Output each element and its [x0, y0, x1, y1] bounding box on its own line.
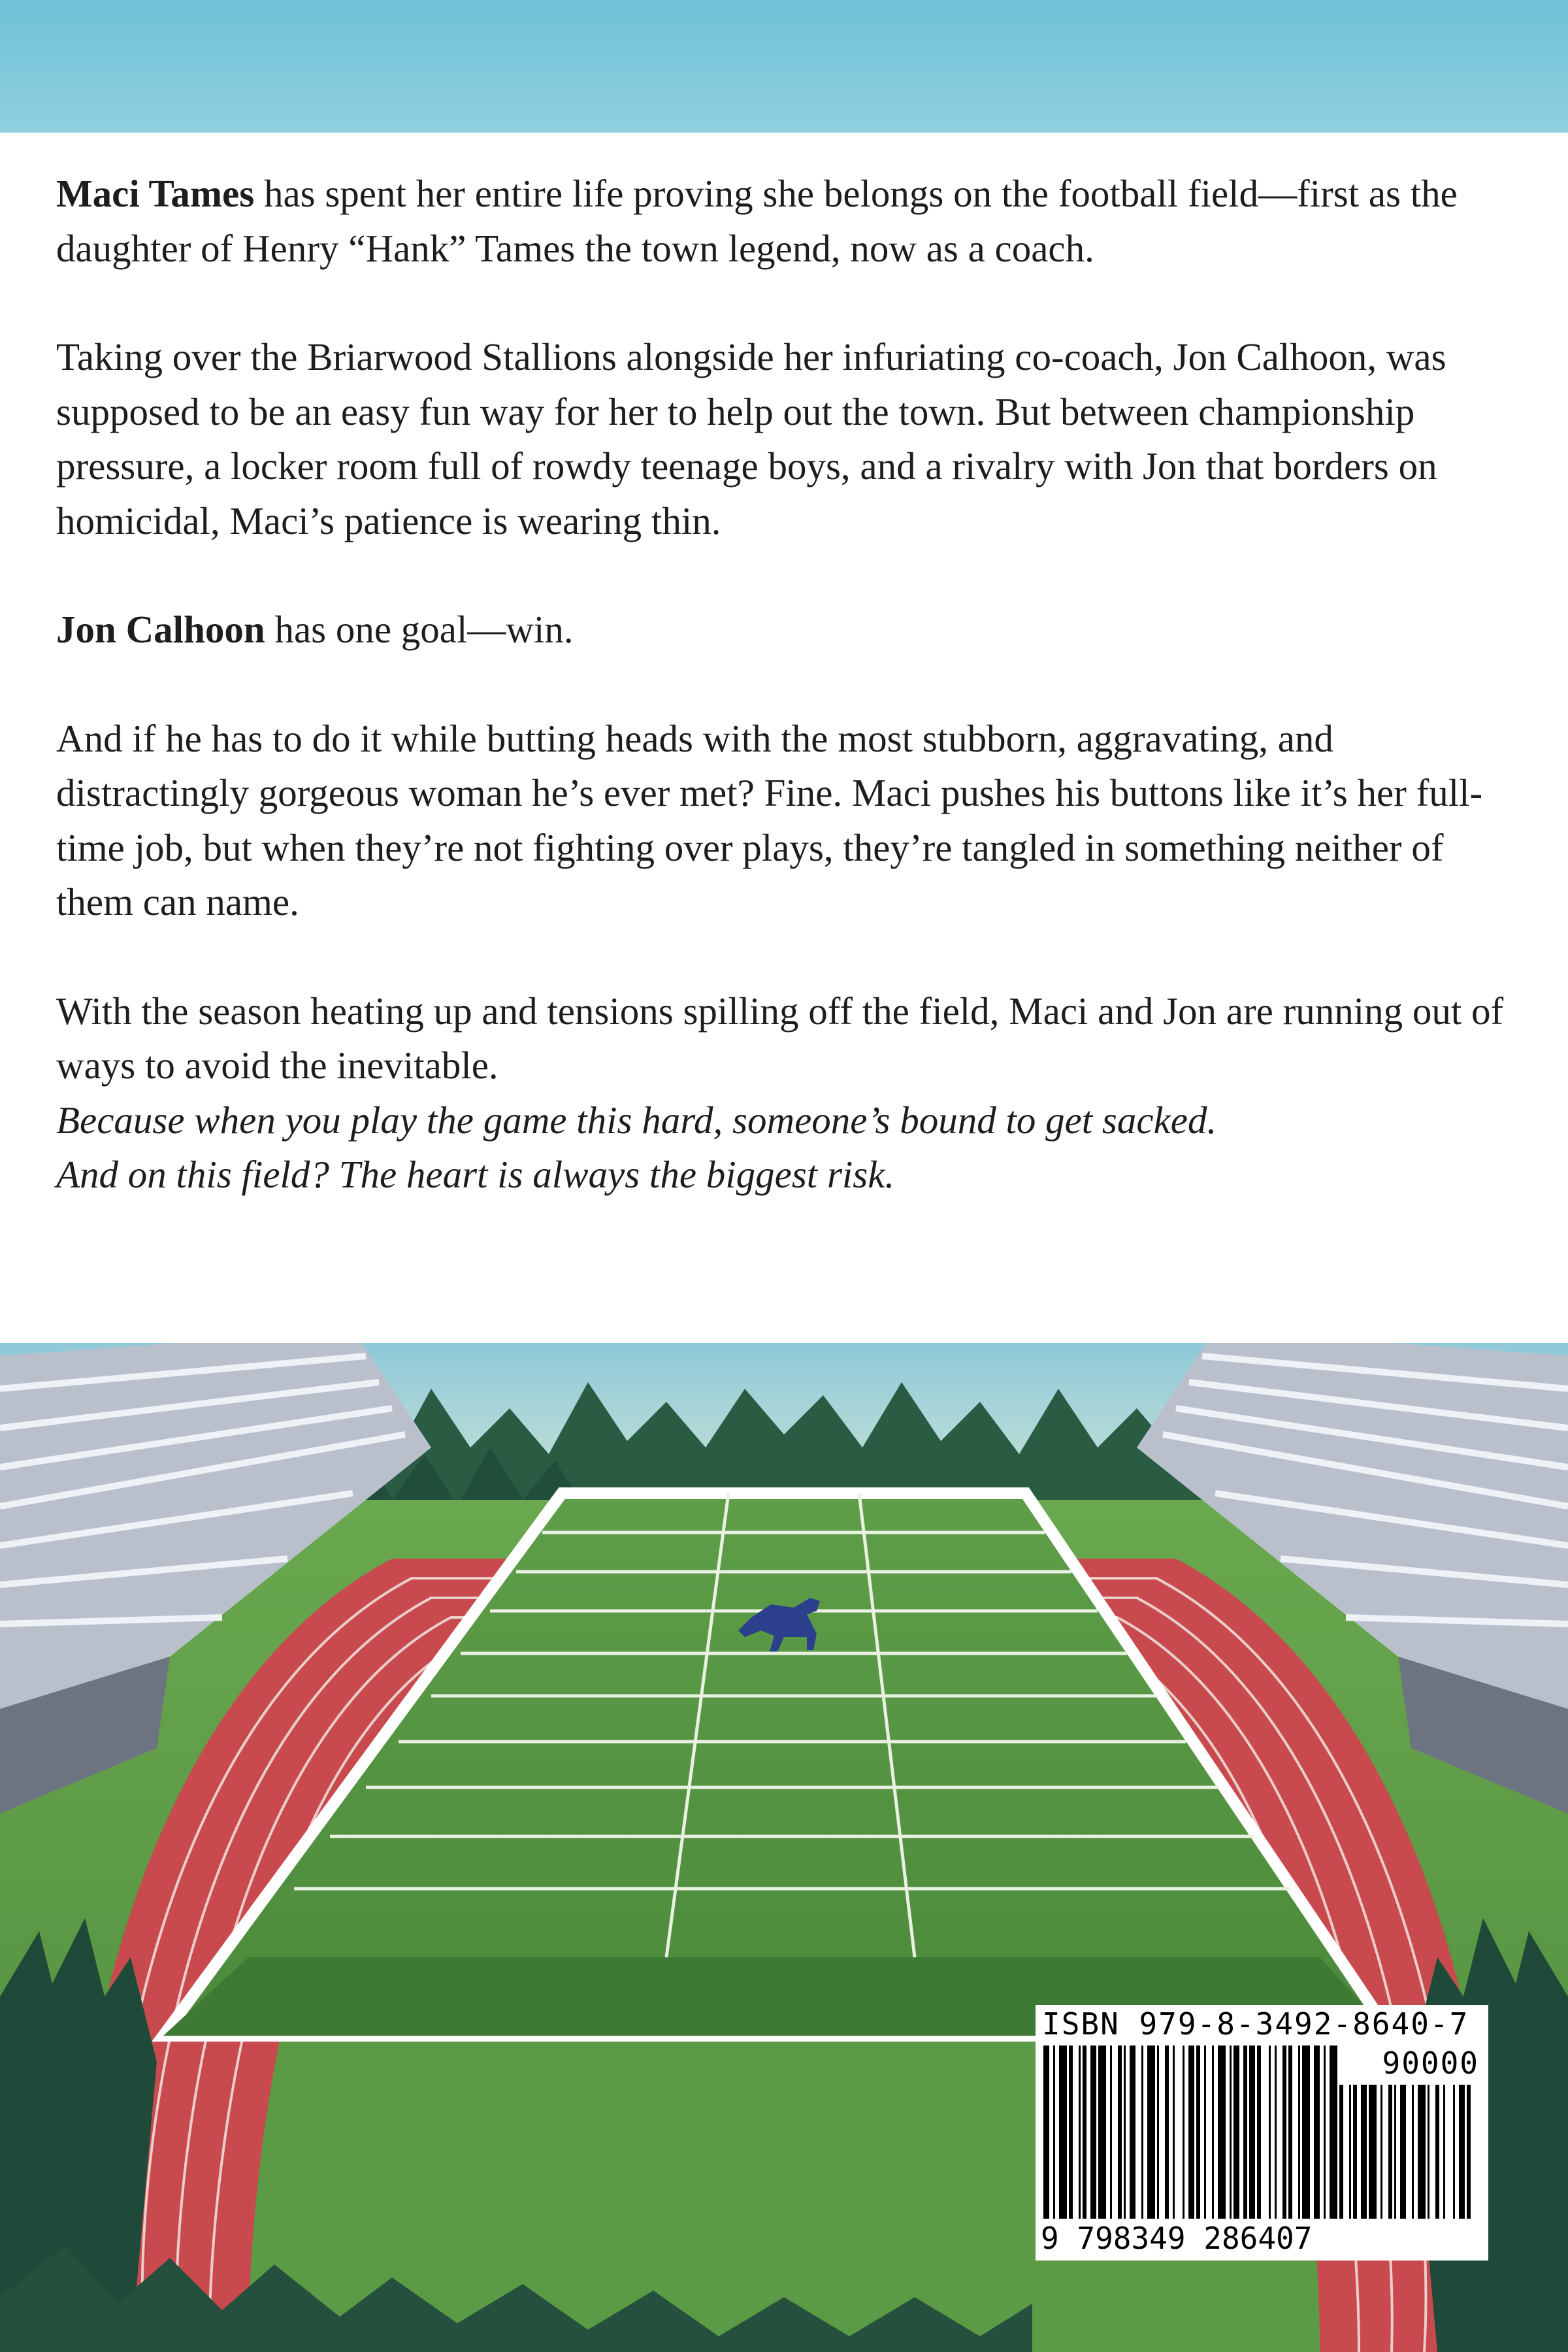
barcode-bar — [1196, 2046, 1200, 2219]
barcode-bar — [1330, 2046, 1337, 2219]
barcode-bar — [1418, 2085, 1426, 2219]
barcode-bar — [1428, 2085, 1429, 2219]
paragraph-season: With the season heating up and tensions spilling off the field, Maci and Jon are running out of ways to avoid the inevitable. — [56, 989, 1504, 1087]
paragraph-jon: Jon Calhoon has one goal—win. — [56, 608, 574, 651]
barcode-bar — [1218, 2046, 1226, 2219]
barcode-bar — [1257, 2046, 1261, 2219]
barcode-bar — [1118, 2046, 1122, 2219]
barcode-bar — [1369, 2085, 1377, 2219]
barcode-bars — [1043, 2046, 1481, 2222]
paragraph-maci: Maci Tames has spent her entire life proving she belongs on the football field—first as the daughter of Henry “Hank” Tames the town legend, now as a coach. — [56, 172, 1458, 270]
barcode-bar — [1090, 2046, 1096, 2219]
price-code: 90000 — [1382, 2046, 1479, 2081]
barcode-bar — [1353, 2085, 1357, 2219]
character-name-jon: Jon Calhoon — [56, 608, 265, 651]
barcode-bar — [1124, 2046, 1126, 2219]
barcode-bar — [1173, 2046, 1175, 2219]
barcode-bar — [1269, 2046, 1271, 2219]
tagline-line-1: Because when you play the game this hard, someone’s bound to get sacked. — [56, 1098, 1217, 1142]
isbn-number: ISBN 979-8-3492-8640-7 — [1042, 2006, 1469, 2042]
barcode-bar — [1098, 2046, 1106, 2219]
barcode-bar — [1059, 2046, 1067, 2219]
barcode-bar — [1043, 2046, 1049, 2219]
barcode-bar — [1282, 2046, 1286, 2219]
barcode-bar — [1324, 2046, 1326, 2219]
back-cover-blurb — [56, 167, 1526, 1202]
barcode-bar — [1298, 2046, 1300, 2219]
character-name-maci: Maci Tames — [56, 172, 255, 215]
barcode-bar — [1459, 2085, 1465, 2219]
ean-digits: 9 798349 286407 — [1041, 2221, 1313, 2256]
barcode-bar — [1361, 2085, 1367, 2219]
barcode-bar — [1380, 2085, 1382, 2219]
barcode-bar — [1302, 2046, 1310, 2219]
paragraph-fine: And if he has to do it while butting heads with the most stubborn, aggravating, and distractingly gorgeous woman he’s ever met? Fine. Maci pushes his buttons like it’s her full-time job, but when they’re not fighting over plays, they’re tangled in something neither of them can name. — [56, 716, 1483, 923]
barcode-bar — [1130, 2046, 1135, 2219]
barcode-bar — [1233, 2046, 1239, 2219]
barcode-bar — [1147, 2046, 1155, 2219]
barcode-bar — [1394, 2085, 1396, 2219]
barcode-bar — [1400, 2085, 1406, 2219]
barcode-bar — [1079, 2046, 1081, 2219]
barcode-bar — [1339, 2085, 1343, 2219]
barcode-bar — [1388, 2085, 1392, 2219]
barcode-bar — [1183, 2046, 1184, 2219]
barcode-bar — [1069, 2046, 1073, 2219]
barcode-bar — [1230, 2046, 1232, 2219]
barcode-bar — [1188, 2046, 1194, 2219]
barcode-bar — [1314, 2046, 1320, 2219]
barcode-bar — [1157, 2046, 1159, 2219]
barcode-bar — [1288, 2046, 1292, 2219]
barcode-bar — [1243, 2046, 1247, 2219]
barcode-bar — [1443, 2085, 1445, 2219]
barcode-bar — [1349, 2085, 1351, 2219]
barcode-bar — [1165, 2046, 1169, 2219]
barcode-bar — [1435, 2085, 1439, 2219]
barcode-bar — [1249, 2046, 1255, 2219]
barcode-bar — [1053, 2046, 1055, 2219]
tagline-line-2: And on this field? The heart is always the biggest risk. — [56, 1153, 895, 1196]
barcode-bar — [1212, 2046, 1214, 2219]
sky-band — [0, 0, 1568, 133]
barcode-bar — [1141, 2046, 1143, 2219]
barcode-bar — [1453, 2085, 1455, 2219]
barcode-bar — [1204, 2046, 1206, 2219]
barcode-bar — [1467, 2085, 1471, 2219]
barcode-bar — [1110, 2046, 1112, 2219]
isbn-barcode — [1036, 2005, 1488, 2261]
barcode-bar — [1412, 2085, 1414, 2219]
paragraph-stallions: Taking over the Briarwood Stallions alongside her infuriating co-coach, Jon Calhoon, was supposed to be an easy fun way for her to help out the town. But between championship pressure, a locker room full of rowdy teenage boys, and a rivalry with Jon that borders on homicidal, Maci’s patience is wearing thin. — [56, 335, 1446, 542]
barcode-bar — [1083, 2046, 1086, 2219]
barcode-bar — [1275, 2046, 1277, 2219]
